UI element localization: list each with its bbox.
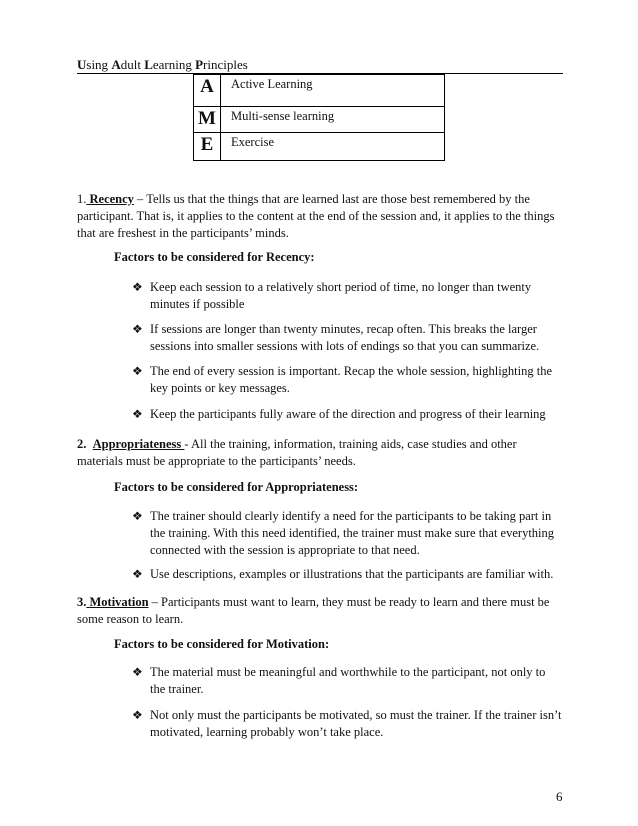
recency-number: 1. (77, 192, 87, 206)
recency-bullet-4 (132, 406, 562, 423)
page-header (77, 57, 563, 74)
motivation-body: – Participants must want to learn, they must be ready to learn and there must be some reason to learn. (77, 595, 550, 626)
appropriateness-bullet-text: The trainer should clearly identify a need for the participants to be taking part in the training. With this need identified, the trainer must make sure that everything connected with the session is appropriate to that need. (150, 509, 555, 557)
page-number: 6 (556, 789, 563, 804)
appropriateness-paragraph (77, 436, 565, 470)
motivation-title: Motivation (86, 595, 149, 609)
bullet-diamond-icon: ❖ (132, 509, 143, 523)
ame-desc-m: Multi-sense learning (221, 107, 445, 133)
bullet-diamond-icon: ❖ (132, 322, 143, 336)
bullet-diamond-icon: ❖ (132, 708, 143, 722)
header-word-adult: dult (120, 57, 145, 72)
ame-row-a (194, 75, 445, 107)
appropriateness-bullet-text: Use descriptions, examples or illustrations that the participants are familiar with. (150, 567, 554, 581)
bullet-diamond-icon: ❖ (132, 364, 143, 378)
recency-bullet-3 (132, 363, 562, 397)
bullet-diamond-icon: ❖ (132, 280, 143, 294)
recency-bullet-text: If sessions are longer than twenty minutes, recap often. This breaks the larger sessions into smaller sessions with lots of endings so that you can summarize. (150, 322, 540, 353)
header-cap-p: P (195, 57, 204, 72)
recency-bullet-text: Keep the participants fully aware of the direction and progress of their learning (150, 407, 546, 421)
recency-body: – Tells us that the things that are learned last are those best remembered by the participant. That is, it applies to the content at the end of the session and, it applies to the things that are freshest in the participants’ minds. (77, 192, 555, 240)
appropriateness-number: 2. (77, 437, 87, 451)
bullet-diamond-icon: ❖ (132, 567, 143, 581)
ame-desc-a: Active Learning (221, 75, 445, 107)
header-word-principles: rinciples (203, 57, 248, 72)
ame-row-m (194, 107, 445, 133)
motivation-paragraph (77, 594, 565, 628)
ame-letter-m: M (194, 107, 221, 133)
motivation-bullet-text: Not only must the participants be motivated, so must the trainer. If the trainer isn’t motivated, learning probably won’t take place. (150, 708, 562, 739)
motivation-bullet-1 (132, 664, 562, 698)
motivation-bullet-2 (132, 707, 562, 741)
ame-table (193, 74, 445, 161)
header-cap-l: L (144, 57, 153, 72)
appropriateness-body: - All the training, information, training aids, case studies and other materials must be appropriate to the participants’ needs. (77, 437, 517, 468)
recency-bullet-1 (132, 279, 562, 313)
ame-letter-e: E (194, 133, 221, 161)
bullet-diamond-icon: ❖ (132, 665, 143, 679)
header-cap-u: U (77, 57, 87, 72)
ame-letter-a: A (194, 75, 221, 107)
header-cap-a: A (111, 57, 121, 72)
recency-bullet-text: The end of every session is important. Recap the whole session, highlighting the key points or key messages. (150, 364, 553, 395)
recency-title: Recency (86, 192, 134, 206)
bullet-diamond-icon: ❖ (132, 407, 143, 421)
appropriateness-bullet-2 (132, 566, 562, 583)
appropriateness-factors-heading: Factors to be considered for Appropriateness: (114, 480, 359, 494)
ame-row-e (194, 133, 445, 161)
appropriateness-bullet-1 (132, 508, 562, 559)
recency-bullet-2 (132, 321, 562, 355)
motivation-factors-heading: Factors to be considered for Motivation: (114, 637, 330, 651)
appropriateness-title: Appropriateness (92, 437, 185, 451)
motivation-number: 3. (77, 595, 87, 609)
motivation-bullet-text: The material must be meaningful and worthwhile to the participant, not only to the trainer. (150, 665, 546, 696)
ame-desc-e: Exercise (221, 133, 445, 161)
recency-paragraph (77, 191, 565, 242)
header-word-using: sing (86, 57, 112, 72)
header-word-learning: earning (152, 57, 196, 72)
recency-factors-heading: Factors to be considered for Recency: (114, 250, 315, 264)
recency-bullet-text: Keep each session to a relatively short period of time, no longer than twenty minutes if possible (150, 280, 532, 311)
